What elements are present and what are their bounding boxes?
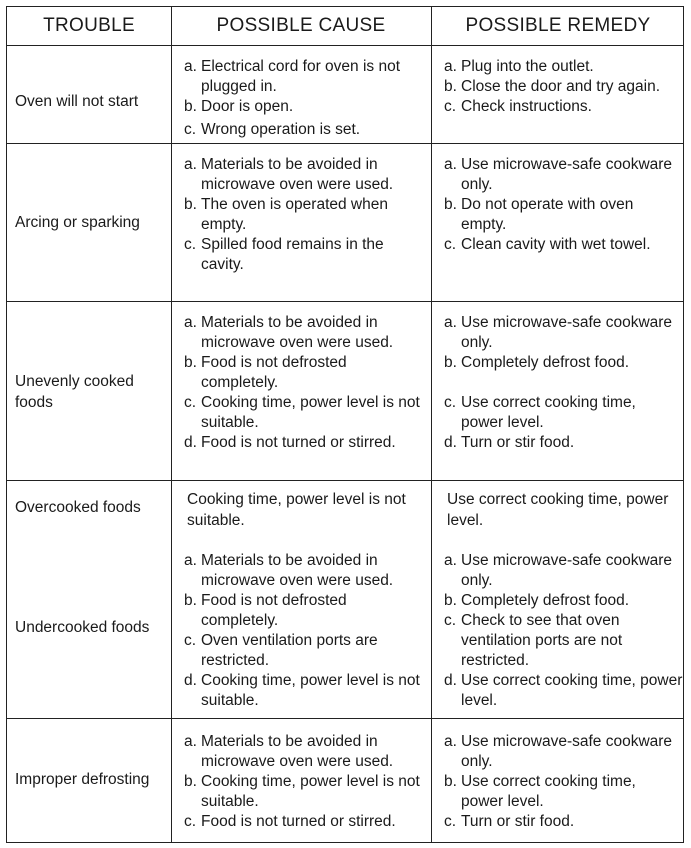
- column-divider: [171, 7, 172, 842]
- header-possible-remedy: POSSIBLE REMEDY: [465, 15, 651, 36]
- list-item: a. Use microwave-safe cookware only.: [444, 156, 673, 193]
- list-item: a. Use microwave-safe cookware only.: [444, 552, 673, 589]
- list-item: b. Food is not defrosted completely.: [184, 592, 347, 629]
- list-item: b. Use correct cooking time, power level.: [444, 773, 636, 810]
- list-item: a. Use microwave-safe cookware only.: [444, 314, 673, 351]
- list-item: a. Materials to be avoided in microwave oven were used.: [184, 733, 394, 770]
- trouble-label: Oven will not start: [15, 93, 139, 110]
- cause-text: Cooking time, power level is not suitable.: [187, 491, 406, 529]
- troubleshooting-table: [6, 6, 684, 843]
- list-item: a. Materials to be avoided in microwave oven were used.: [184, 314, 394, 351]
- remedy-list: [444, 551, 684, 711]
- list-item: a. Materials to be avoided in microwave oven were used.: [184, 552, 394, 589]
- list-item: b. The oven is operated when empty.: [184, 196, 388, 233]
- trouble-label: Unevenly cooked foods: [15, 373, 134, 411]
- row-divider: [7, 480, 683, 481]
- remedy-list: [444, 155, 680, 255]
- list-item: d. Cooking time, power level is not suitable.: [184, 672, 420, 709]
- row-divider: [7, 718, 683, 719]
- list-item: a. Materials to be avoided in microwave oven were used.: [184, 156, 394, 193]
- trouble-label: Arcing or sparking: [15, 214, 140, 231]
- row-divider: [7, 45, 683, 46]
- header-possible-cause: POSSIBLE CAUSE: [216, 15, 386, 36]
- list-item: b. Cooking time, power level is not suitable.: [184, 773, 420, 810]
- remedy-list: [444, 313, 680, 453]
- list-item: b. Completely defrost food.: [444, 354, 630, 371]
- list-item: b. Door is open.: [184, 98, 294, 115]
- list-item: d. Food is not turned or stirred.: [184, 434, 396, 451]
- list-item: a. Use microwave-safe cookware only.: [444, 733, 673, 770]
- list-item: b. Do not operate with oven empty.: [444, 196, 634, 233]
- list-item: c. Check instructions.: [444, 98, 592, 115]
- cause-list: [184, 313, 424, 453]
- column-divider: [431, 7, 432, 842]
- list-item: c. Food is not turned or stirred.: [184, 813, 396, 830]
- row-divider: [7, 301, 683, 302]
- list-item: c. Spilled food remains in the cavity.: [184, 236, 384, 273]
- cause-list: [184, 732, 424, 832]
- list-item: a. Plug into the outlet.: [444, 58, 594, 75]
- list-item: c. Turn or stir food.: [444, 813, 575, 830]
- remedy-text: Use correct cooking time, power level.: [447, 491, 669, 529]
- list-item: c. Wrong operation is set.: [184, 121, 361, 138]
- cause-list: [184, 155, 424, 275]
- trouble-label: Overcooked foods: [15, 499, 141, 516]
- list-item: c. Clean cavity with wet towel.: [444, 236, 651, 253]
- row-divider: [7, 143, 683, 144]
- cause-list: [184, 57, 424, 140]
- list-item: d. Turn or stir food.: [444, 434, 575, 451]
- remedy-list: [444, 57, 680, 117]
- list-item: a. Electrical cord for oven is not plugged in.: [184, 58, 401, 95]
- list-item: c. Cooking time, power level is not suitable.: [184, 394, 420, 431]
- list-item: b. Completely defrost food.: [444, 592, 630, 609]
- list-item: c. Oven ventilation ports are restricted.: [184, 632, 378, 669]
- trouble-label: Improper defrosting: [15, 771, 150, 788]
- list-item: b. Food is not defrosted completely.: [184, 354, 347, 391]
- remedy-list: [444, 732, 680, 832]
- list-item: b. Close the door and try again.: [444, 78, 661, 95]
- list-item: c. Check to see that oven ventilation ports are not restricted.: [444, 612, 623, 669]
- header-trouble: TROUBLE: [43, 15, 135, 36]
- cause-list: [184, 551, 424, 711]
- trouble-label: Undercooked foods: [15, 619, 150, 636]
- list-item: c. Use correct cooking time, power level.: [444, 394, 636, 431]
- list-item: d. Use correct cooking time, power level.: [444, 672, 683, 709]
